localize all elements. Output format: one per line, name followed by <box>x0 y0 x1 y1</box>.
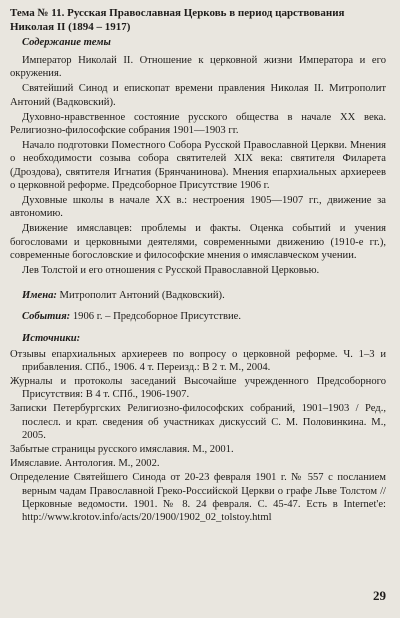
events-line <box>10 310 386 323</box>
names-label: Имена: <box>22 290 57 302</box>
source-item: Имяславие. Антология. М., 2002. <box>10 458 160 470</box>
events-text: 1906 г. – Предсоборное Присутствие. <box>70 311 241 323</box>
source-item: Определение Святейшего Синода от 20-23 февраля 1901 г. № 557 с посланием верным чадам Православной Греко-Российской Церкви о графе Льве Толстом // Церковные ведомости. 1901. № 8. 24 февраля. С. 45-47. Есть в Internet'е: http://www.krotov.info/acts/20/1900/1902_02_tolstoy.html <box>10 472 386 524</box>
source-item: Забытые страницы русского имяславия. М., 2001. <box>10 444 234 456</box>
content-paragraph: Начало подготовки Поместного Собора Русской Православной Церкви. Мнения о необходимости созыва собора святителей XIX века: святителя Филарета (Дроздова), святителя Игнатия (Брянчанинова). Мнения епархиальных архиереев о церковной реформе. Предсоборное Присутствие 1906 г. <box>10 140 386 191</box>
content-paragraph: Движение имяславцев: проблемы и факты. Оценка событий и учения богословами и церковными деятелями, современными движению (1910-е гг.), современные богословские и философские мнения о имяславческом учении. <box>10 223 386 261</box>
events-label: События: <box>22 311 71 323</box>
content-paragraph: Лев Толстой и его отношения с Русской Православной Церковью. <box>22 265 320 277</box>
topic-title: Тема № 11. Русская Православная Церковь в период царствования Николая II (1894 – 1917) <box>10 7 345 33</box>
page-number: 29 <box>373 588 386 603</box>
sources-list <box>10 348 386 525</box>
content-heading: Содержание темы <box>22 37 111 48</box>
content-section <box>10 54 386 277</box>
content-paragraph: Император Николай II. Отношение к церковной жизни Императора и его окружения. <box>10 55 386 80</box>
source-item: Отзывы епархиальных архиереев по вопросу о церковной реформе. Ч. 1–3 и прибавления. СПб., 1906. 4 т. Переизд.: В 2 т. М., 2004. <box>10 348 386 373</box>
names-text: Митрополит Антоний (Вадковский). <box>56 290 225 302</box>
source-item: Журналы и протоколы заседаний Высочайше учрежденного Предсоборного Присутствия: В 4 т. СПб., 1906-1907. <box>10 376 386 401</box>
names-line <box>10 289 386 302</box>
content-paragraph: Духовно-нравственное состояние русского общества в начале XX века. Религиозно-философские собрания 1901—1903 гг. <box>10 111 386 137</box>
source-item: Записки Петербургских Религиозно-философских собраний, 1901–1903 / Ред., послесл. и крат. сведения об участниках дискуссий С. М. Половинкина. М., 2005. <box>10 403 386 441</box>
content-paragraph: Духовные школы в начале XX в.: нестроения 1905—1907 гг., движение за автономию. <box>10 195 386 220</box>
content-paragraph: Святейший Синод и епископат времени правления Николая II. Митрополит Антоний (Вадковский). <box>10 83 386 108</box>
sources-heading: Источники: <box>22 332 81 344</box>
